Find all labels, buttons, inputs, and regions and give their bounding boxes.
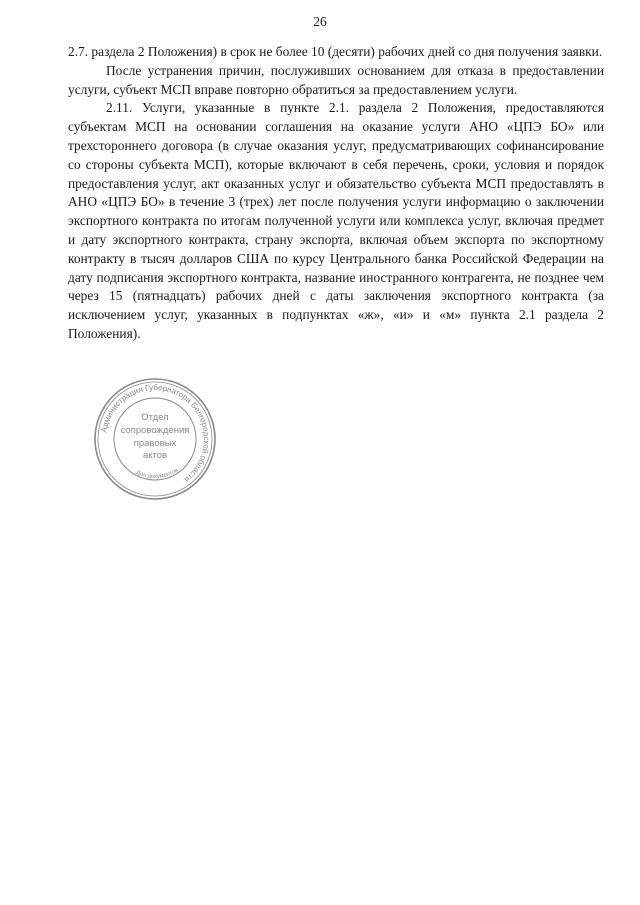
paragraph-2-11: 2.11. Услуги, указанные в пункте 2.1. раздела 2 Положения, предоставляются субъектам МСП на основании соглашения на оказание услуги АНО «ЦПЭ БО» или трехстороннего договора (в случае оказания услуг, предусматривающих софинансирование со стороны субъекта МСП), которые включают в себя перечень, сроки, условия и порядок предоставления услуг, акт оказанных услуг и обязательство субъекта МСП предоставлять в АНО «ЦПЭ БО» в течение 3 (трех) лет после получения услуги информацию о заключении экспортного контракта по итогам полученной услуги или комплекса услуг, включая предмет и дату экспортного контракта, страну экспорта, включая объем экспорта по экспортному контракту в тысяч долларов США по курсу Центрального банка Российской Федерации на дату подписания экспортного контракта, название иностранного контрагента, не позднее чем через 15 (пятнадцать) рабочих дней с даты заключения экспортного контракта (за исключением услуг, указанных в подпунктах «ж», «и» и «м» пункта 2.1 раздела 2 Положения).: [68, 100, 604, 341]
document-body: [68, 43, 604, 344]
stamp-line-4: актов: [142, 450, 168, 461]
stamp-line-3: правовых: [133, 438, 177, 449]
stamp-line-1: Отдел: [141, 412, 169, 423]
stamp-seal-graphic: [91, 375, 219, 503]
office-stamp: [91, 375, 219, 503]
stamp-ring-text: Администрация Губернатора Белгородской области: [99, 382, 212, 485]
paragraph-refusal: После устранения причин, послуживших основанием для отказа в предоставлении услуги, субъект МСП вправе повторно обратиться за предоставлением услуги.: [68, 62, 604, 97]
stamp-bottom-text: Для документов: [134, 467, 180, 481]
page-number: 26: [313, 14, 327, 29]
paragraph-continuation: 2.7. раздела 2 Положения) в срок не более 10 (десяти) рабочих дней со дня получения заявки.: [68, 44, 603, 59]
stamp-line-2: сопровождения: [120, 425, 190, 436]
